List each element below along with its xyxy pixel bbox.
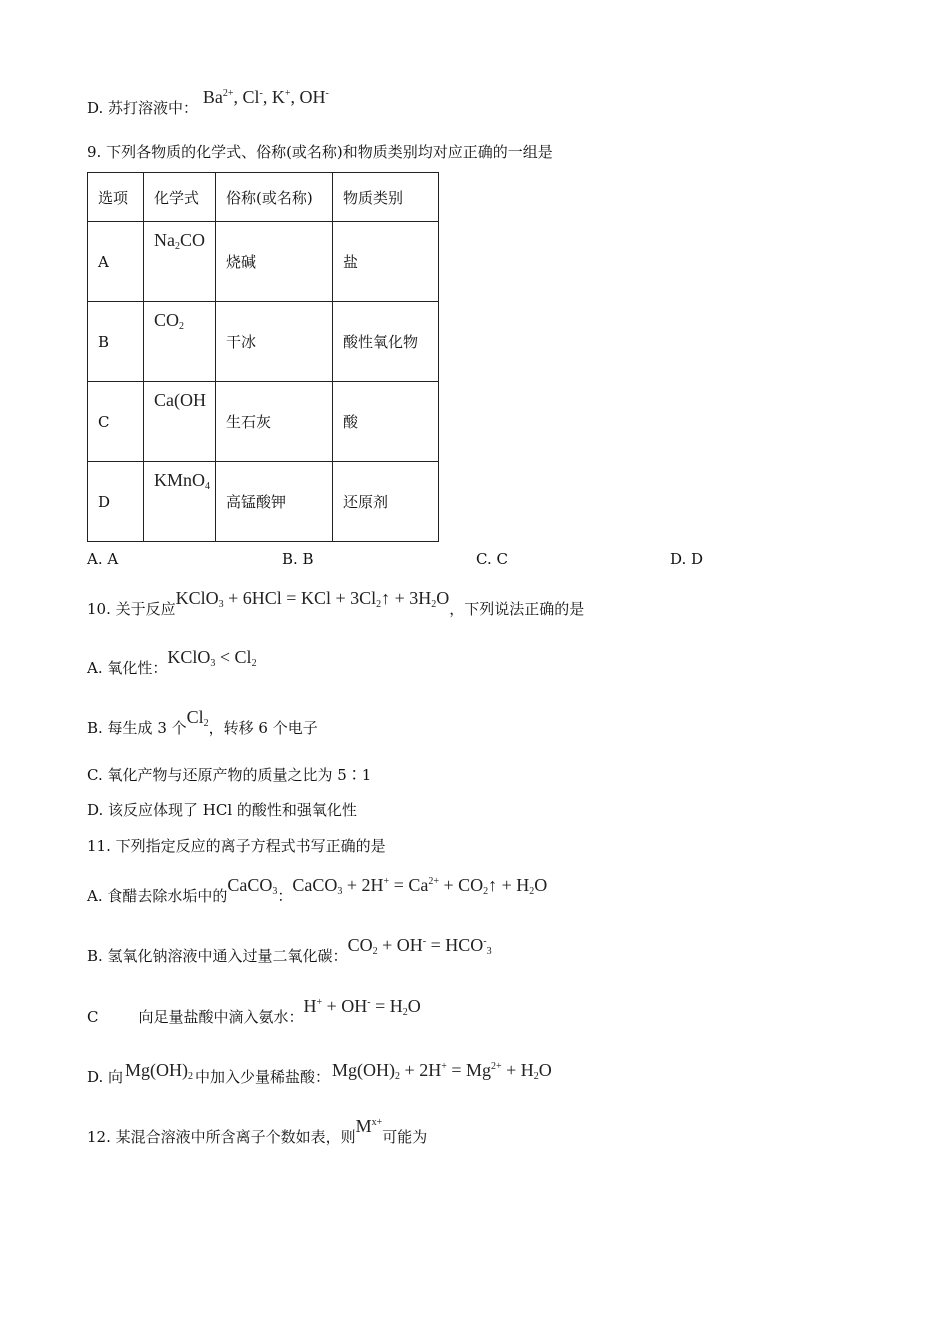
cell-name: 干冰 xyxy=(216,302,333,382)
q10-option-d: D. 该反应体现了 HCl 的酸性和强氧化性 xyxy=(87,801,357,819)
q10-option-b: B. 每生成 3 个$Cl_2$，转移 6 个电子 xyxy=(87,707,318,737)
table-row xyxy=(88,222,439,302)
q8d-ions: $Ba^{2+}$, Cl-, K+, OH- xyxy=(202,87,329,107)
cell-formula: $CO_2$ xyxy=(144,302,216,382)
q10-option-c: C. 氧化产物与还原产物的质量之比为 5∶1 xyxy=(87,766,372,784)
q11-option-a: A. 食醋去除水垢中的CaCO$_3$：CaCO$_3$ + $2H^+ = Ca^{2+}$ + $CO_2↑ + H_2O$ xyxy=(87,875,548,905)
table-row xyxy=(88,302,439,382)
q8-option-d xyxy=(87,87,329,118)
table-header: 选项 xyxy=(88,173,144,222)
cell-name: 高锰酸钾 xyxy=(216,462,333,542)
answer-c: C. C xyxy=(476,550,508,568)
table-header-row xyxy=(88,173,439,222)
table-header: 俗称(或名称) xyxy=(216,173,333,222)
cell-name: 生石灰 xyxy=(216,382,333,462)
q11-option-b: B. 氢氧化钠溶液中通入过量二氧化碳：$CO_2 + OH^- = HCO^-_3$ xyxy=(87,935,492,965)
q11-option-d: D. 向 $Mg(OH)_2$ 中加入少量稀盐酸： $Mg(OH)_2 + 2H^+ = Mg^{2+} + H_2O$ xyxy=(87,1060,552,1086)
cell-type: 酸性氧化物 xyxy=(333,302,439,382)
q9-stem: 9. 下列各物质的化学式、俗称(或名称)和物质类别均对应正确的一组是 xyxy=(87,143,553,161)
q12-stem: 12. 某混合溶液中所含离子个数如表，则$M^{x+}$可能为 xyxy=(87,1116,428,1146)
cell-formula: KMnO$_4$ xyxy=(144,462,216,542)
q11-stem: 11. 下列指定反应的离子方程式书写正确的是 xyxy=(87,837,386,855)
answer-d: D. D xyxy=(670,550,704,568)
answer-a: A. A xyxy=(87,550,119,568)
q9-answers xyxy=(87,550,787,570)
q9-table xyxy=(87,172,439,542)
table-row xyxy=(88,462,439,542)
q8d-label: D. 苏打溶液中： xyxy=(87,99,199,117)
cell-option: A xyxy=(88,222,144,302)
table-header: 物质类别 xyxy=(333,173,439,222)
cell-formula: $Na_2CO$ xyxy=(144,222,216,302)
cell-name: 烧碱 xyxy=(216,222,333,302)
cell-formula: Ca(OH xyxy=(144,382,216,462)
cell-option: C xyxy=(88,382,144,462)
cell-option: D xyxy=(88,462,144,542)
answer-b: B. B xyxy=(282,550,314,568)
q10-stem: 10. 关于反应KClO$_3$ + 6HCl = KCl + $3Cl_2↑ + 3H_2O$，下列说法正确的是 xyxy=(87,588,585,618)
cell-type: 还原剂 xyxy=(333,462,439,542)
table-header: 化学式 xyxy=(144,173,216,222)
q11-option-c: C 向足量盐酸中滴入氨水：$H^+ + OH^- = H_2O$ xyxy=(87,996,421,1026)
cell-type: 盐 xyxy=(333,222,439,302)
q10-equation: KClO$_3$ + 6HCl = KCl + $3Cl_2↑ + 3H_2O$ xyxy=(175,588,450,610)
cell-type: 酸 xyxy=(333,382,439,462)
table-row xyxy=(88,382,439,462)
cell-option: B xyxy=(88,302,144,382)
q10-option-a: A. 氧化性：KClO$_3$ < $Cl_2$ xyxy=(87,647,257,677)
